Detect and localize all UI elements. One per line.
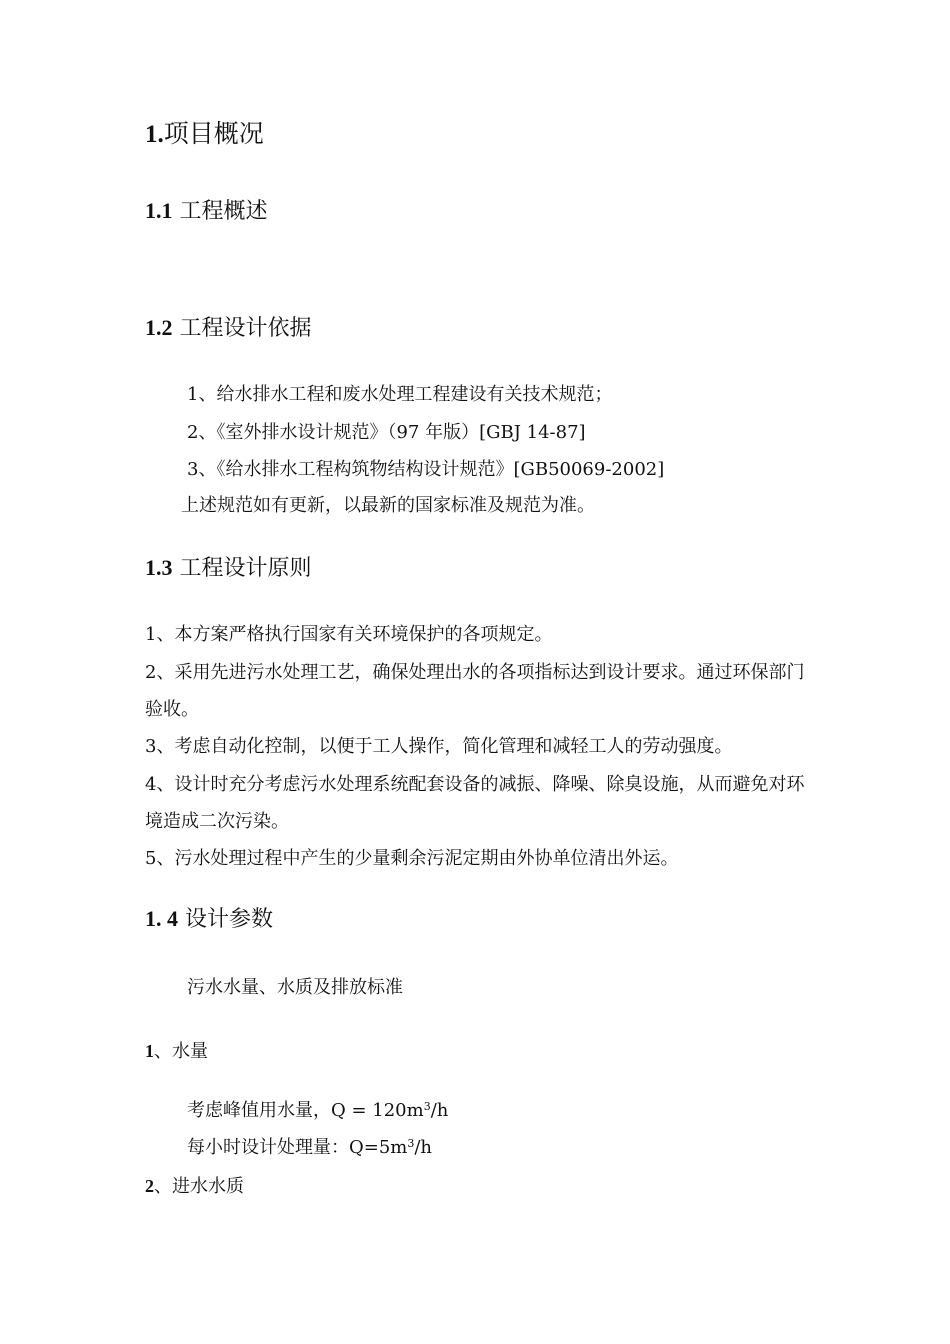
section-1-4-heading xyxy=(145,908,273,931)
section-number: 1.3 xyxy=(145,555,173,580)
design-flow-text: 每小时设计处理量：Q=5m xyxy=(187,1137,408,1158)
basis-note: 上述规范如有更新，以最新的国家标准及规范为准。 xyxy=(181,495,595,516)
design-flow-unit: /h xyxy=(414,1137,433,1158)
subsection-influent-quality xyxy=(145,1177,244,1196)
section-number: 1.1 xyxy=(145,198,173,223)
section-title: 工程概述 xyxy=(179,199,268,224)
section-number: 1. xyxy=(145,121,164,148)
principle-item-5: 5、污水处理过程中产生的少量剩余污泥定期由外协单位清出外运。 xyxy=(145,848,679,869)
section-title: 设计参数 xyxy=(185,907,274,932)
basis-item-2: 2、《室外排水设计规范》（97 年版）[GBJ 14-87] xyxy=(187,422,586,443)
basis-item-1: 1、给水排水工程和废水处理工程建设有关技术规范； xyxy=(187,384,613,405)
basis-item-3: 3、《给水排水工程构筑物结构设计规范》[GB50069-2002] xyxy=(187,459,665,480)
principle-item-1: 1、本方案严格执行国家有关环境保护的各项规定。 xyxy=(145,624,553,645)
section-title: 工程设计原则 xyxy=(179,556,312,581)
section-1-heading xyxy=(145,121,264,147)
section-1-1-heading xyxy=(145,200,268,223)
section-title: 项目概况 xyxy=(163,119,264,148)
parameters-intro: 污水水量、水质及排放标准 xyxy=(187,977,403,998)
section-title: 工程设计依据 xyxy=(179,316,312,341)
peak-flow-unit: /h xyxy=(430,1100,449,1121)
design-flow-superscript: 3 xyxy=(407,1137,415,1150)
section-number: 1. 4 xyxy=(145,906,178,931)
principle-item-2: 2、采用先进污水处理工艺，确保处理出水的各项指标达到设计要求。通过环保部门验收。 xyxy=(145,662,805,720)
subsection-water-volume xyxy=(145,1042,208,1061)
principle-item-4: 4、设计时充分考虑污水处理系统配套设备的减振、降噪、除臭设施，从而避免对环境造成二次污染。 xyxy=(145,774,805,832)
peak-flow-superscript: 3 xyxy=(423,1100,431,1113)
section-number: 1.2 xyxy=(145,315,173,340)
design-flow-line xyxy=(187,1139,432,1157)
subsection-title: 、进水水质 xyxy=(154,1176,244,1197)
section-1-2-heading xyxy=(145,317,312,340)
section-1-3-heading xyxy=(145,557,312,580)
subsection-number: 1 xyxy=(145,1041,154,1061)
subsection-number: 2 xyxy=(145,1176,154,1196)
principle-item-3: 3、考虑自动化控制，以便于工人操作，简化管理和减轻工人的劳动强度。 xyxy=(145,736,733,757)
peak-flow-text: 考虑峰值用水量，Q = 120m xyxy=(187,1100,424,1121)
subsection-title: 、水量 xyxy=(154,1041,208,1062)
peak-flow-line xyxy=(187,1102,448,1120)
